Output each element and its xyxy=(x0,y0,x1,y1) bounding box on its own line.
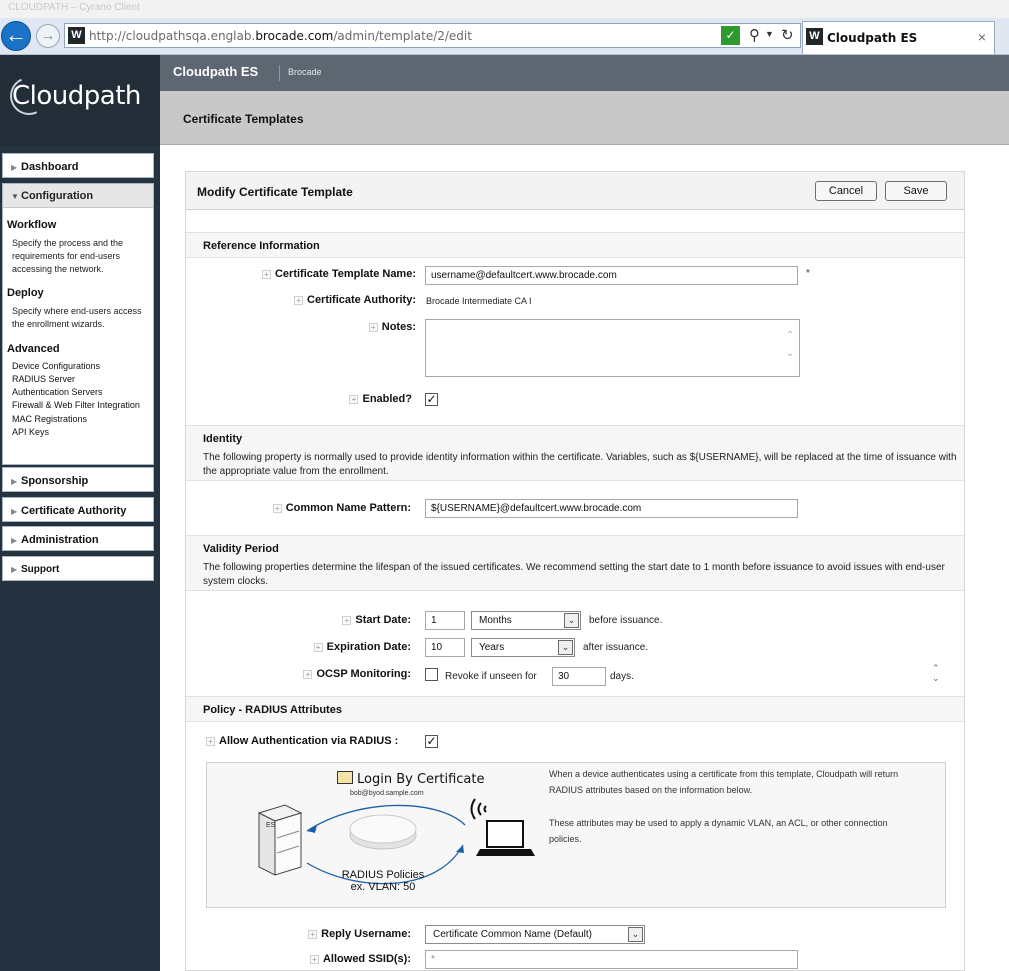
ocsp-monitoring-label: + OCSP Monitoring: xyxy=(303,668,411,680)
collapsed-arrow-icon: ▶ xyxy=(11,536,18,545)
notes-textarea[interactable] xyxy=(425,319,800,377)
app-header xyxy=(160,55,1009,91)
certificate-authority-value: Brocade Intermediate CA I xyxy=(426,296,532,306)
spinner-up-icon[interactable]: ⌃ xyxy=(932,663,940,673)
chevron-down-icon: ⌄ xyxy=(628,927,643,942)
search-icon[interactable]: ⚲ xyxy=(749,27,760,44)
diagram-subtitle: bob@byod.sample.com xyxy=(350,790,424,797)
sidebar-item-administration[interactable]: ▶ Administration xyxy=(2,526,154,551)
main-content xyxy=(160,146,1009,971)
help-expand-icon[interactable]: + xyxy=(308,930,317,939)
app-name: Cloudpath ES xyxy=(173,64,259,79)
help-expand-icon[interactable]: + xyxy=(206,737,215,746)
page-title: Certificate Templates xyxy=(183,112,304,126)
save-button[interactable]: Save xyxy=(885,181,947,201)
enabled-label: + Enabled? xyxy=(349,393,412,405)
days-text: days. xyxy=(610,671,634,682)
help-expand-icon[interactable]: + xyxy=(294,296,303,305)
sidebar-workflow-link[interactable]: Workflow xyxy=(7,219,57,231)
refresh-icon[interactable]: ↻ xyxy=(781,27,794,44)
validity-section-header xyxy=(186,535,964,591)
enabled-checkbox[interactable]: ✓ xyxy=(426,392,437,406)
identity-section-title: Identity xyxy=(203,433,243,445)
browser-tab[interactable] xyxy=(802,21,995,54)
policy-section-header xyxy=(186,696,964,722)
help-expand-icon[interactable]: + xyxy=(310,955,319,964)
access-point-icon xyxy=(350,815,416,849)
template-name-label: + Certificate Template Name: xyxy=(262,268,416,280)
tab-favicon-icon: W xyxy=(806,28,823,45)
help-expand-icon[interactable]: + xyxy=(342,616,351,625)
sidebar-item-support[interactable]: ▶ Support xyxy=(2,556,154,581)
page-title-bar xyxy=(160,91,1009,145)
sidebar-item-dashboard[interactable]: ▶ Dashboard xyxy=(2,153,154,178)
sidebar-nav xyxy=(0,145,160,971)
required-marker: * xyxy=(806,268,810,279)
back-arrow-icon: ← xyxy=(5,22,27,47)
diagram-text-2: These attributes may be used to apply a dynamic VLAN, an ACL, or other connection policies. xyxy=(549,818,888,844)
help-expand-icon[interactable]: + xyxy=(314,643,323,652)
allowed-ssid-input[interactable]: * xyxy=(425,950,798,969)
sidebar-item-certificate-authority[interactable]: ▶ Certificate Authority xyxy=(2,497,154,522)
compatibility-check-icon[interactable]: ✓ xyxy=(721,26,740,45)
sidebar-link-firewall-integration[interactable]: Firewall & Web Filter Integration xyxy=(12,400,140,410)
forward-button[interactable] xyxy=(36,24,60,48)
start-date-suffix: before issuance. xyxy=(589,615,663,626)
start-date-input[interactable]: 1 xyxy=(425,611,465,630)
radius-diagram xyxy=(206,762,946,908)
modify-template-panel xyxy=(185,171,965,971)
panel-header xyxy=(186,172,964,210)
validity-section-desc: The following properties determine the lifespan of the issued certificates. We recommend setting the start date to 1 month before issuance to avoid issues with end-user system clocks. xyxy=(203,562,945,587)
allow-radius-label: + Allow Authentication via RADIUS : xyxy=(206,735,398,747)
spinner-down-icon[interactable]: ⌄ xyxy=(932,673,940,683)
collapsed-arrow-icon: ▶ xyxy=(11,477,18,486)
diagram-policy-label: RADIUS Policies ex. VLAN: 50 xyxy=(341,869,425,893)
sidebar-deploy-link[interactable]: Deploy xyxy=(7,287,44,299)
common-name-label: + Common Name Pattern: xyxy=(273,502,411,514)
server-icon xyxy=(259,805,301,875)
sidebar-link-mac-registrations[interactable]: MAC Registrations xyxy=(12,414,88,424)
back-button[interactable] xyxy=(1,21,31,51)
sidebar-configuration-header[interactable]: ▼ Configuration xyxy=(3,184,153,208)
sidebar-workflow-desc: Specify the process and the requirements for end-users accessing the network. xyxy=(12,238,124,274)
expiration-unit-select[interactable]: Years ⌄ xyxy=(471,638,575,657)
collapsed-arrow-icon: ▶ xyxy=(11,163,18,172)
help-expand-icon[interactable]: + xyxy=(273,504,282,513)
header-divider xyxy=(279,65,280,81)
chevron-down-icon: ⌄ xyxy=(564,613,579,628)
revoke-days-input[interactable]: 30 xyxy=(552,667,606,686)
sidebar xyxy=(0,55,160,971)
address-url[interactable]: http://cloudpathsqa.englab.brocade.com/admin/template/2/edit xyxy=(89,29,472,43)
scroll-down-icon[interactable]: ⌄ xyxy=(786,348,795,359)
collapsed-arrow-icon: ▶ xyxy=(11,507,18,516)
search-dropdown-icon[interactable]: ▼ xyxy=(765,29,774,39)
expanded-arrow-icon: ▼ xyxy=(11,192,19,201)
sidebar-link-api-keys[interactable]: API Keys xyxy=(12,427,50,437)
expiration-date-suffix: after issuance. xyxy=(583,642,649,653)
start-date-label: + Start Date: xyxy=(342,614,411,626)
cloudpath-logo[interactable]: Cloudpath xyxy=(12,81,141,111)
start-unit-select[interactable]: Months ⌄ xyxy=(471,611,581,630)
help-expand-icon[interactable]: + xyxy=(369,323,378,332)
sidebar-link-radius-server[interactable]: RADIUS Server xyxy=(12,374,76,384)
sidebar-advanced-title: Advanced xyxy=(7,343,60,355)
wireless-signal-icon xyxy=(472,799,487,819)
expiration-date-label: + Expiration Date: xyxy=(314,641,411,653)
sidebar-item-configuration xyxy=(2,183,154,465)
site-favicon-icon: W xyxy=(68,27,85,44)
certificate-authority-label: + Certificate Authority: xyxy=(294,294,416,306)
notes-label: + Notes: xyxy=(369,321,416,333)
allowed-ssid-label: + Allowed SSID(s): xyxy=(310,953,411,965)
sidebar-link-authentication-servers[interactable]: Authentication Servers xyxy=(12,387,103,397)
collapsed-arrow-icon: ▶ xyxy=(11,565,18,574)
allow-radius-checkbox[interactable]: ✓ xyxy=(426,734,437,748)
address-bar[interactable] xyxy=(64,23,801,48)
common-name-input[interactable]: ${USERNAME}@defaultcert.www.brocade.com xyxy=(425,499,798,518)
identity-section-desc: The following property is normally used to provide identity information within the certificate. Variables, such as ${USERNAME}, will be replaced at the time of issuance with the appropriate value from the enrollment. xyxy=(203,452,957,477)
sidebar-deploy-desc: Specify where end-users access the enrollment wizards. xyxy=(12,306,142,329)
panel-title: Modify Certificate Template xyxy=(197,185,353,199)
cancel-button[interactable]: Cancel xyxy=(815,181,877,201)
template-name-input[interactable]: username@defaultcert.www.brocade.com xyxy=(425,266,798,285)
browser-toolbar xyxy=(0,18,1009,55)
diagram-es-label: ES xyxy=(266,822,276,829)
reference-section-header xyxy=(186,232,964,258)
tab-close-icon[interactable]: × xyxy=(977,29,986,45)
window-title: CLOUDPATH – Cyrano Client xyxy=(8,2,140,13)
ocsp-checkbox[interactable] xyxy=(425,668,438,681)
brand-area xyxy=(0,55,160,145)
revoke-text: Revoke if unseen for xyxy=(445,671,537,682)
window-titlebar xyxy=(0,0,1009,18)
scroll-up-icon[interactable]: ⌃ xyxy=(786,330,795,341)
tab-title: Cloudpath ES xyxy=(827,31,918,45)
sidebar-link-device-configurations[interactable]: Device Configurations xyxy=(12,361,101,371)
help-expand-icon[interactable]: + xyxy=(303,670,312,679)
help-expand-icon[interactable]: + xyxy=(349,395,358,404)
help-expand-icon[interactable]: + xyxy=(262,270,271,279)
reference-section-title: Reference Information xyxy=(203,240,320,252)
diagram-text-1: When a device authenticates using a certificate from this template, Cloudpath will return RADIUS attributes based on the information below. xyxy=(549,769,899,795)
sidebar-item-sponsorship[interactable]: ▶ Sponsorship xyxy=(2,467,154,492)
org-name: Brocade xyxy=(288,67,322,77)
validity-section-title: Validity Period xyxy=(203,543,279,555)
reply-username-select[interactable]: Certificate Common Name (Default) ⌄ xyxy=(425,925,645,944)
reply-username-label: + Reply Username: xyxy=(308,928,411,940)
policy-section-title: Policy - RADIUS Attributes xyxy=(203,704,342,716)
forward-arrow-icon: → xyxy=(40,27,56,44)
laptop-icon xyxy=(476,821,535,856)
chevron-down-icon: ⌄ xyxy=(558,640,573,655)
diagram-title: Login By Certificate xyxy=(337,771,484,787)
expiration-date-input[interactable]: 10 xyxy=(425,638,465,657)
identity-section-header xyxy=(186,425,964,481)
